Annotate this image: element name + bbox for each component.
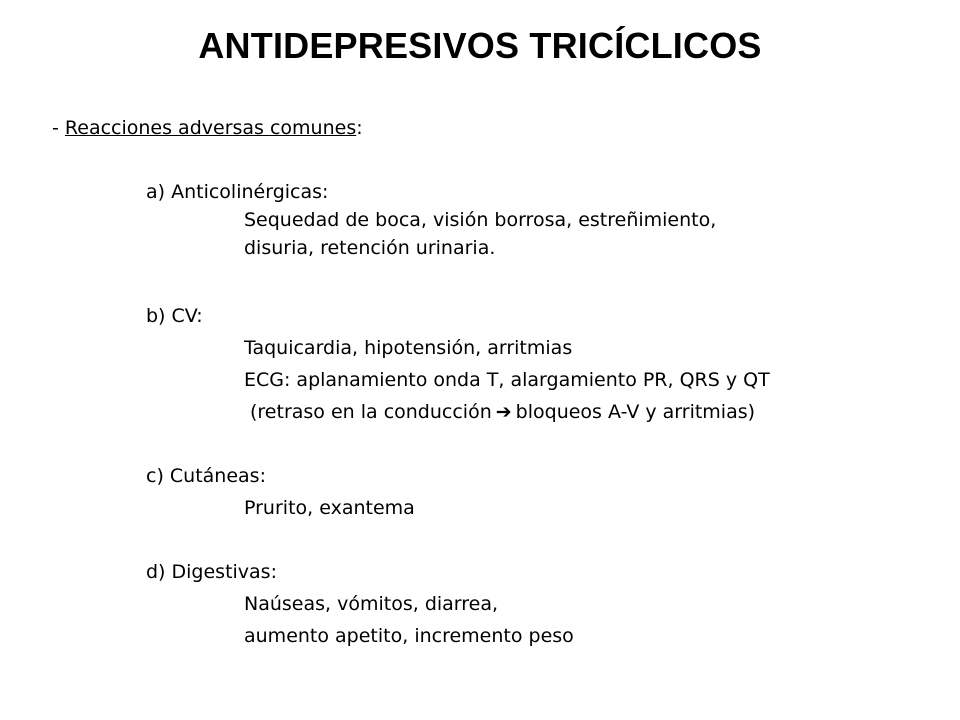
right-arrow-icon: ➔ bbox=[495, 401, 512, 423]
section-d-line-1: Naúseas, vómitos, diarrea, bbox=[244, 593, 499, 615]
intro-line bbox=[52, 114, 363, 142]
slide-title: ANTIDEPRESIVOS TRICÍCLICOS bbox=[198, 25, 762, 66]
section-a-label: a) Anticolinérgicas: bbox=[146, 181, 329, 203]
intro-colon: : bbox=[356, 117, 363, 139]
section-b-label: b) CV: bbox=[146, 305, 203, 327]
section-b-line-2: ECG: aplanamiento onda T, alargamiento PR, QRS y QT bbox=[244, 369, 770, 391]
section-b-line-1: Taquicardia, hipotensión, arritmias bbox=[244, 337, 573, 359]
intro-heading: Reacciones adversas comunes bbox=[64, 117, 357, 139]
intro-dash: - bbox=[52, 117, 65, 139]
section-d-label: d) Digestivas: bbox=[146, 561, 277, 583]
section-c-line-1: Prurito, exantema bbox=[244, 497, 415, 519]
section-b-note-after: bloqueos A-V y arritmias) bbox=[515, 401, 756, 423]
section-a-line-2: disuria, retención urinaria. bbox=[244, 237, 496, 259]
section-b-note bbox=[250, 398, 755, 426]
section-b-note-before: (retraso en la conducción bbox=[250, 401, 492, 423]
section-a-line-1: Sequedad de boca, visión borrosa, estreñimiento, bbox=[244, 209, 717, 231]
section-d-line-2: aumento apetito, incremento peso bbox=[244, 625, 574, 647]
section-c-label: c) Cutáneas: bbox=[146, 465, 266, 487]
